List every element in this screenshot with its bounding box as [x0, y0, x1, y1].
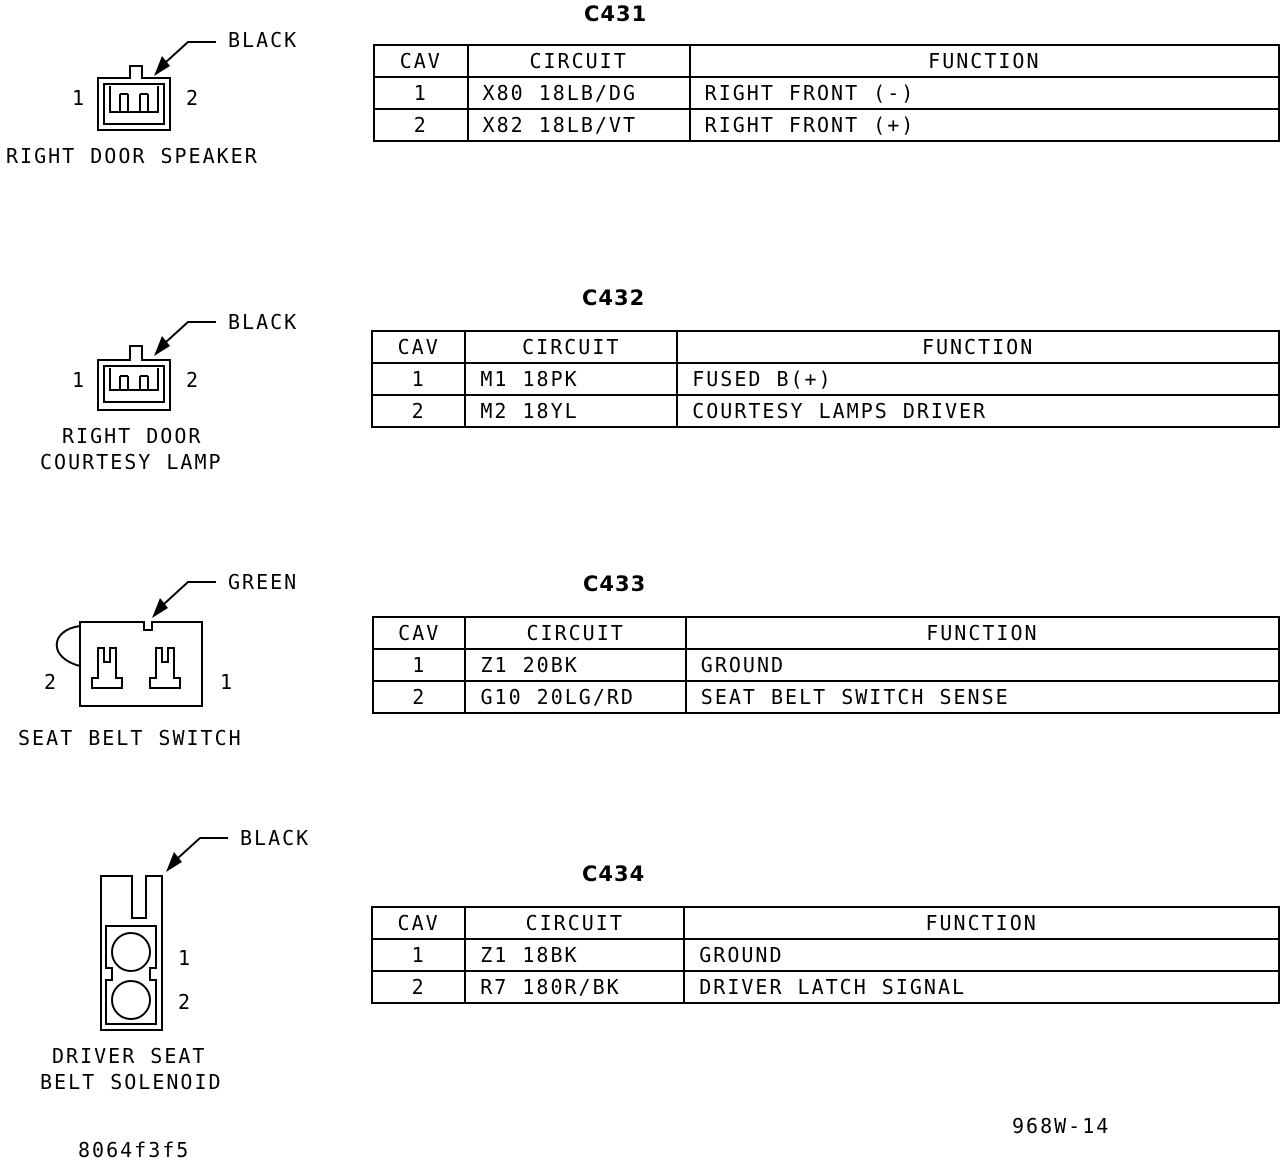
table-row: [374, 77, 1279, 109]
cav-cell: 1: [372, 939, 465, 971]
column-header: CAV: [373, 617, 465, 649]
pin-label: 1: [72, 86, 85, 110]
pin-label: 2: [186, 86, 199, 110]
image-code: 8064f3f5: [78, 1138, 191, 1162]
table-row: [372, 939, 1279, 971]
function-cell: FUSED B(+): [677, 363, 1279, 395]
table-header-row: [374, 45, 1279, 77]
cav-cell: 2: [372, 395, 465, 427]
column-header: CAV: [374, 45, 468, 77]
circuit-cell: G10 20LG/RD: [465, 681, 685, 713]
connector-c434-drawing: [0, 820, 330, 1050]
component-label: RIGHT DOOR: [62, 424, 203, 448]
table-row: [373, 681, 1279, 713]
function-cell: RIGHT FRONT (-): [690, 77, 1279, 109]
connector-title: C431: [584, 2, 648, 26]
component-label: BELT SOLENOID: [40, 1070, 223, 1094]
column-header: CIRCUIT: [465, 907, 684, 939]
table-header-row: [373, 617, 1279, 649]
cav-cell: 1: [373, 649, 465, 681]
table-header-row: [372, 331, 1279, 363]
circuit-cell: Z1 20BK: [465, 649, 685, 681]
cav-cell: 2: [373, 681, 465, 713]
component-label: RIGHT DOOR SPEAKER: [6, 144, 259, 168]
component-label: DRIVER SEAT: [52, 1044, 207, 1068]
function-cell: RIGHT FRONT (+): [690, 109, 1279, 141]
circuit-cell: R7 180R/BK: [465, 971, 684, 1003]
pin-label: 2: [186, 368, 199, 392]
color-label: BLACK: [240, 826, 311, 850]
circuit-cell: X82 18LB/VT: [468, 109, 690, 141]
function-cell: GROUND: [684, 939, 1279, 971]
column-header: CIRCUIT: [468, 45, 690, 77]
pin-label: 1: [178, 946, 191, 970]
pinout-table-c431: [373, 44, 1280, 142]
component-label: COURTESY LAMP: [40, 450, 223, 474]
connector-title: C434: [582, 862, 646, 886]
column-header: CIRCUIT: [465, 331, 677, 363]
circuit-cell: M2 18YL: [465, 395, 677, 427]
circuit-cell: M1 18PK: [465, 363, 677, 395]
table-row: [373, 649, 1279, 681]
cav-cell: 2: [374, 109, 468, 141]
column-header: CAV: [372, 331, 465, 363]
circuit-cell: Z1 18BK: [465, 939, 684, 971]
circuit-cell: X80 18LB/DG: [468, 77, 690, 109]
column-header: FUNCTION: [677, 331, 1279, 363]
cav-cell: 2: [372, 971, 465, 1003]
function-cell: DRIVER LATCH SIGNAL: [684, 971, 1279, 1003]
pinout-table-c434: [371, 906, 1280, 1004]
component-label: SEAT BELT SWITCH: [18, 726, 243, 750]
table-row: [372, 363, 1279, 395]
cav-cell: 1: [372, 363, 465, 395]
function-cell: GROUND: [686, 649, 1279, 681]
table-row: [374, 109, 1279, 141]
column-header: FUNCTION: [684, 907, 1279, 939]
table-header-row: [372, 907, 1279, 939]
figure-code: 968W-14: [1012, 1114, 1111, 1138]
function-cell: SEAT BELT SWITCH SENSE: [686, 681, 1279, 713]
table-row: [372, 971, 1279, 1003]
column-header: CIRCUIT: [465, 617, 685, 649]
pin-label: 1: [220, 670, 233, 694]
column-header: CAV: [372, 907, 465, 939]
column-header: FUNCTION: [686, 617, 1279, 649]
table-row: [372, 395, 1279, 427]
function-cell: COURTESY LAMPS DRIVER: [677, 395, 1279, 427]
pin-label: 2: [178, 990, 191, 1014]
pinout-table-c433: [372, 616, 1280, 714]
pin-label: 1: [72, 368, 85, 392]
connector-title: C433: [583, 572, 647, 596]
color-label: GREEN: [228, 570, 299, 594]
connector-title: C432: [582, 286, 646, 310]
pinout-table-c432: [371, 330, 1280, 428]
cav-cell: 1: [374, 77, 468, 109]
color-label: BLACK: [228, 28, 299, 52]
color-label: BLACK: [228, 310, 299, 334]
pin-label: 2: [44, 670, 57, 694]
column-header: FUNCTION: [690, 45, 1279, 77]
